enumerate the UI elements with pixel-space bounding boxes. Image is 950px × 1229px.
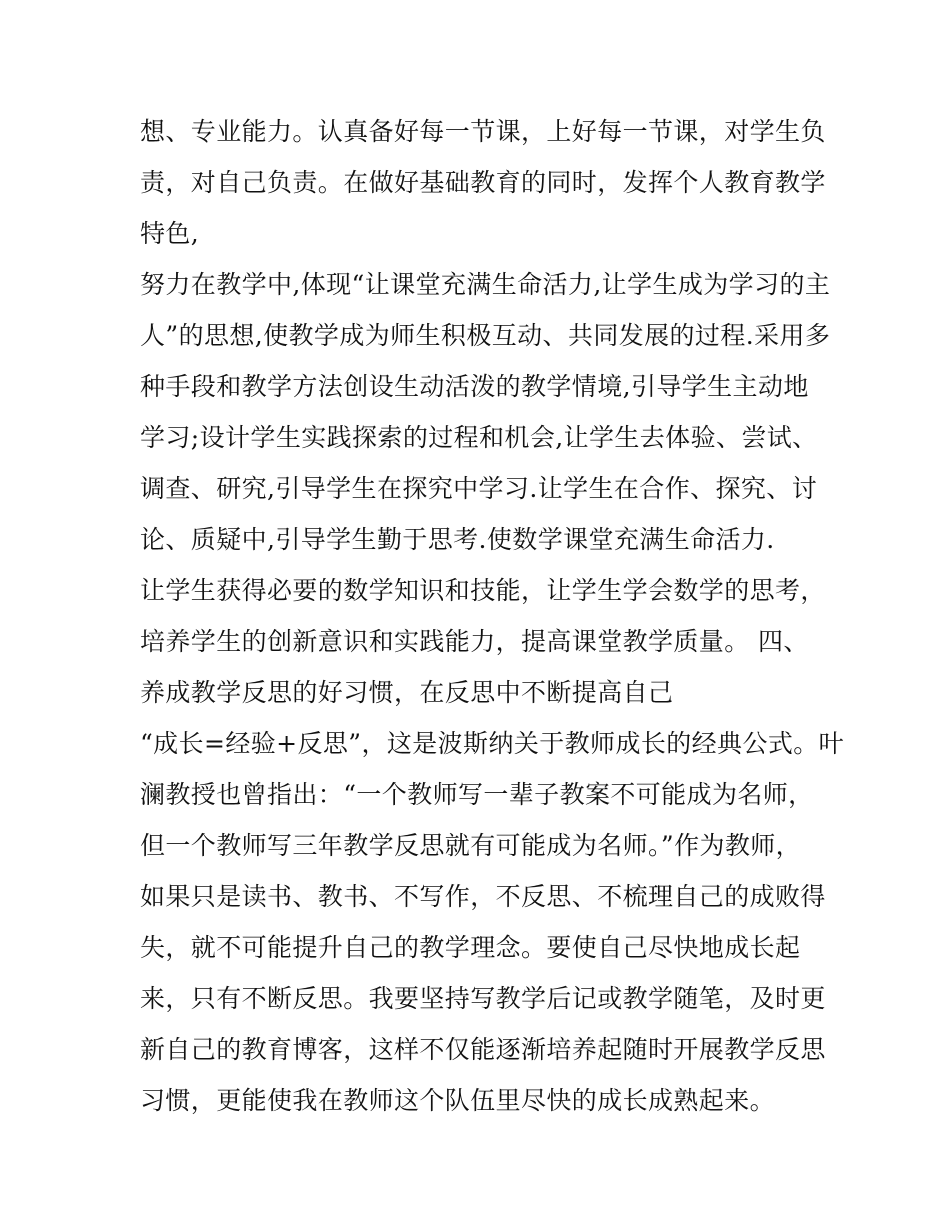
text-line: 人”的思想,使教学成为师生积极互动、共同发展的过程.采用多 [140, 321, 831, 350]
text-line: 如果只是读书、教书、不写作，不反思、不梳理自己的成败得 [140, 882, 826, 911]
text-line: 种手段和教学方法创设生动活泼的教学情境,引导学生主动地 [140, 372, 809, 401]
text-line: 让学生获得必要的数学知识和技能，让学生学会数学的思考， [140, 576, 826, 605]
text-line: 养成教学反思的好习惯，在反思中不断提高自己 [140, 678, 674, 707]
text-line: 习惯，更能使我在教师这个队伍里尽快的成长成熟起来。 [140, 1086, 776, 1115]
text-line: 调查、研究,引导学生在探究中学习.让学生在合作、探究、讨 [140, 474, 818, 503]
body-text [140, 106, 845, 1126]
text-line: 学习;设计学生实践探索的过程和机会,让学生去体验、尝试、 [140, 423, 818, 452]
text-line: 来，只有不断反思。我要坚持写教学后记或教学随笔，及时更 [140, 984, 826, 1013]
text-line: 论、质疑中,引导学生勤于思考.使数学课堂充满生命活力. [140, 525, 775, 554]
text-line: 新自己的教育博客，这样不仅能逐渐培养起随时开展教学反思 [140, 1035, 826, 1064]
text-line: 想、专业能力。认真备好每一节课，上好每一节课，对学生负 [140, 117, 826, 146]
text-line: 努力在教学中,体现“让课堂充满生命活力,让学生成为学习的主 [140, 270, 831, 299]
text-line: 澜教授也曾指出：“一个教师写一辈子教案不可能成为名师， [140, 780, 814, 809]
text-line: 培养学生的创新意识和实践能力，提高课堂教学质量。 四、 [140, 627, 809, 656]
text-line: 责，对自己负责。在做好基础教育的同时，发挥个人教育教学 [140, 168, 826, 197]
text-line: “成长=经验+反思”，这是波斯纳关于教师成长的经典公式。叶 [140, 729, 845, 758]
text-line: 特色, [140, 219, 200, 248]
text-line: 但一个教师写三年教学反思就有可能成为名师。”作为教师， [140, 831, 802, 860]
text-line: 失，就不可能提升自己的教学理念。要使自己尽快地成长起 [140, 933, 801, 962]
